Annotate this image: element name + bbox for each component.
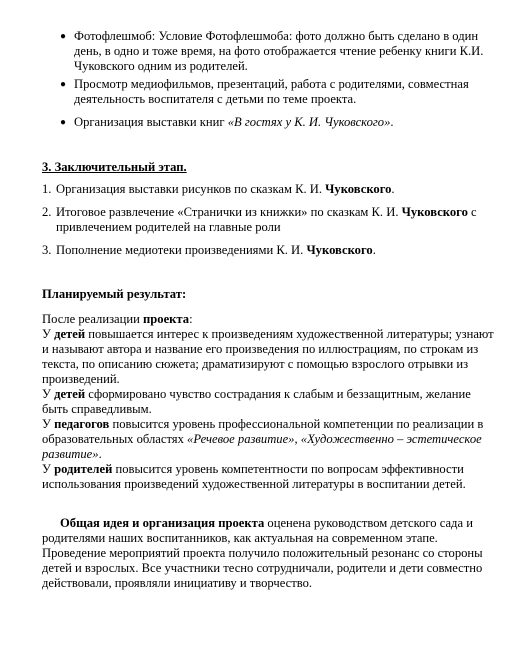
list-item: ● Просмотр медиофильмов, презентаций, работа с родителями, совместная деятельность воспитателя с детьми по теме проекта. bbox=[60, 77, 469, 106]
result-heading: Планируемый результат: bbox=[42, 287, 187, 301]
bullet-icon: ● bbox=[60, 31, 67, 42]
result-parents: У родителей повысится уровень компетентности по вопросам эффективности использования произведений художественной литературы в воспитании детей. bbox=[42, 462, 466, 491]
stage-title: 3. Заключительный этап. bbox=[42, 160, 187, 174]
list-item: 1. Организация выставки рисунков по сказкам К. И. Чуковского. bbox=[42, 182, 395, 196]
result-body bbox=[42, 312, 494, 492]
list-item: ● Фотофлешмоб: Условие Фотофлешмоба: фото должно быть сделано в один день, в одно и тоже время, на фото отображается чтение ребенку книги К.И. Чуковского одним из родителей. bbox=[60, 29, 484, 73]
bullet-icon: ● bbox=[60, 79, 67, 90]
list-item: 2. Итоговое развлечение «Странички из книжки» по сказкам К. И. Чуковского с привлечением родителей на главные роли bbox=[42, 205, 477, 234]
stage-items bbox=[42, 182, 502, 266]
result-children-interest: У детей повышается интерес к произведениям художественной литературы; узнают и называют автора и название его произведения по иллюстрациям, по строкам из текста, по описанию сюжета; драматизируют с помощью взрослого отрывки из произведений. bbox=[42, 327, 494, 386]
list-item: 3. Пополнение медиотеки произведениями К. И. Чуковского. bbox=[42, 243, 376, 257]
result-children-empathy: У детей сформировано чувство сострадания к слабым и беззащитным, желание быть справедливым. bbox=[42, 387, 471, 416]
result-intro: После реализации проекта: bbox=[42, 312, 193, 326]
list-item: ● Организация выставки книг «В гостях у К. И. Чуковского». bbox=[60, 115, 394, 129]
activities-list bbox=[62, 29, 502, 133]
conclusion-paragraph: Общая идея и организация проекта оценена руководством детского сада и родителями наших воспитанников, как актуальная на современном этапе. Проведение мероприятий проекта получило положительный резонанс со стороны детей и взрослых. Все участники тесно сотрудничали, родители и дети совместно действовали, проявляли инициативу и творчество. bbox=[42, 516, 483, 590]
bullet-icon: ● bbox=[60, 117, 67, 128]
result-teachers: У педагогов повысится уровень профессиональной компетенции по реализации в образовательных областях «Речевое развитие», «Художественно – эстетическое развитие». bbox=[42, 417, 484, 461]
